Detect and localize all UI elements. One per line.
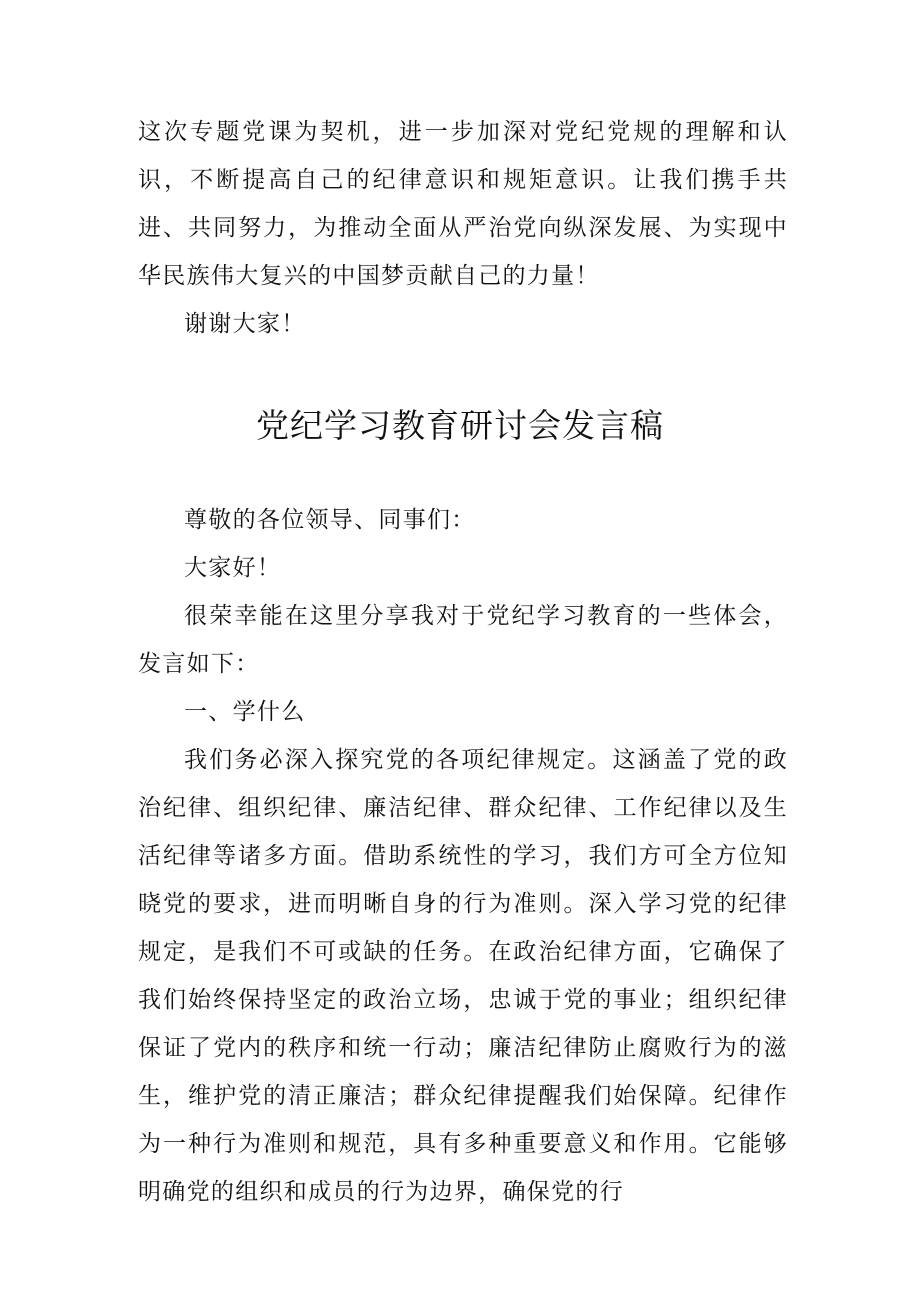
salutation: 尊敬的各位领导、同事们： [184, 507, 476, 533]
thanks-line: 谢谢大家！ [184, 311, 306, 337]
top-section [138, 108, 788, 348]
speech-body [138, 496, 788, 1216]
section-heading: 一、学什么 [184, 699, 306, 725]
section-paragraph: 我们务必深入探究党的各项纪律规定。这涵盖了党的政治纪律、组织纪律、廉洁纪律、群众纪律、工作纪律以及生活纪律等诸多方面。借助系统性的学习，我们方可全方位知晓党的要求，进而明晰自身的行为准则。深入学习党的纪律规定，是我们不可或缺的任务。在政治纪律方面，它确保了我们始终保持坚定的政治立场，忠诚于党的事业；组织纪律保证了党内的秩序和统一行动；廉洁纪律防止腐败行为的滋生，维护党的清正廉洁；群众纪律提醒我们始保障。纪律作为一种行为准则和规范，具有多种重要意义和作用。它能够明确党的组织和成员的行为边界，确保党的行 [138, 747, 788, 1205]
document-title: 党纪学习教育研讨会发言稿 [256, 406, 664, 445]
greeting: 大家好！ [184, 555, 282, 581]
previous-paragraph-tail: 这次专题党课为契机，进一步加深对党纪党规的理解和认识，不断提高自己的纪律意识和规矩意识。让我们携手共进、共同努力，为推动全面从严治党向纵深发展、为实现中华民族伟大复兴的中国梦贡献自己的力量！ [138, 119, 788, 289]
intro-paragraph: 很荣幸能在这里分享我对于党纪学习教育的一些体会，发言如下： [138, 603, 788, 677]
